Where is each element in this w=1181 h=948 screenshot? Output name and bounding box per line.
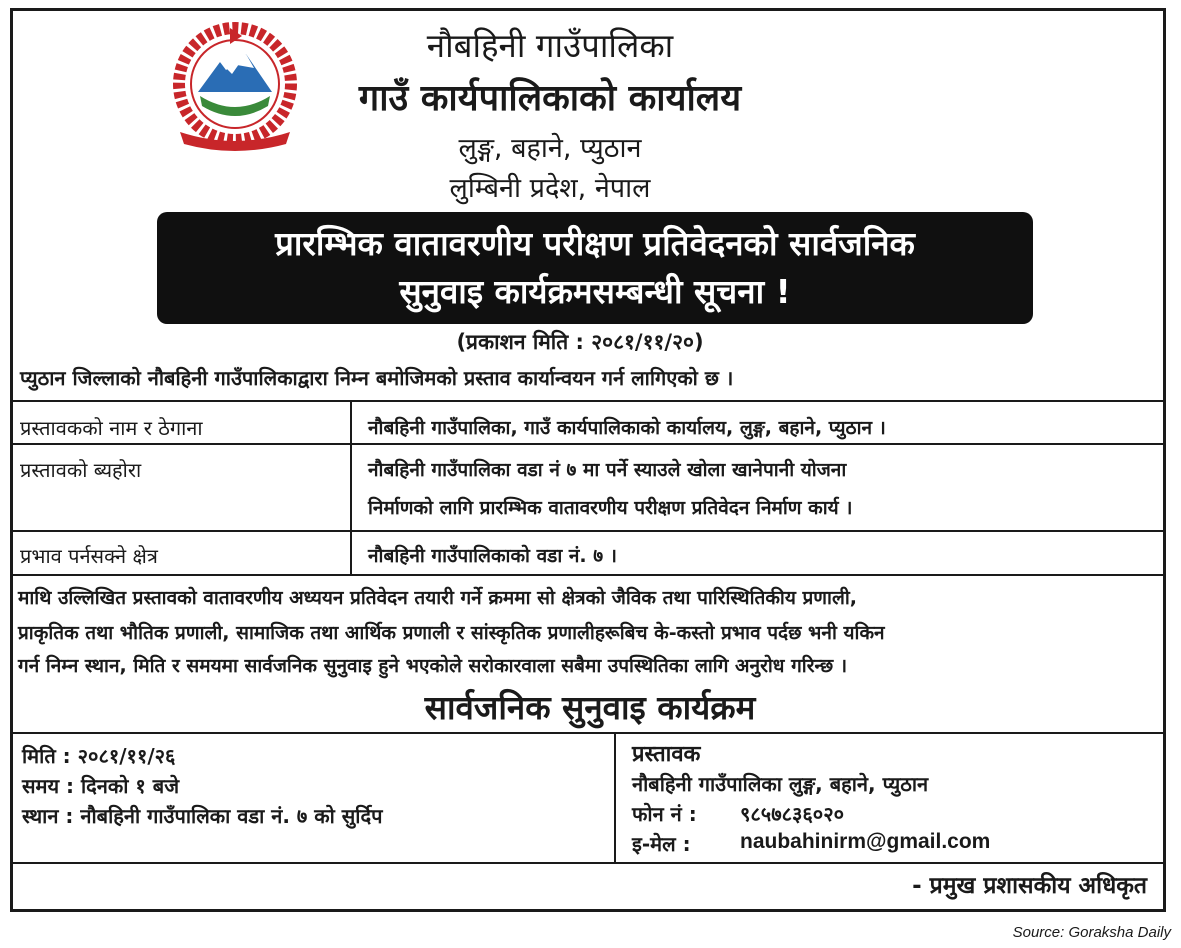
banner-line-1: प्रारम्भिक वातावरणीय परीक्षण प्रतिवेदनको सार्वजनिक	[275, 224, 915, 263]
publication-date: (प्रकाशन मिति : २०८१/११/२०)	[456, 330, 704, 354]
office-address: लुङ्ग, बहाने, प्युठान	[458, 133, 642, 164]
proposal-subject-line: नौबहिनी गाउँपालिका वडा नं ७ मा पर्ने स्याउले खोला खानेपानी योजना	[368, 459, 847, 481]
office-name: गाउँ कार्यपालिकाको कार्यालय	[358, 78, 742, 119]
table-rule	[10, 530, 1166, 532]
table-rule	[10, 443, 1166, 445]
proposer-name: नौबहिनी गाउँपालिका लुङ्ग, बहाने, प्युठान	[632, 772, 929, 796]
municipality-name: नौबहिनी गाउँपालिका	[426, 26, 674, 65]
table-rule	[10, 732, 1166, 734]
proposal-subject-label: प्रस्तावको ब्यहोरा	[20, 458, 142, 482]
signoff: - प्रमुख प्रशासकीय अधिकृत	[912, 873, 1147, 899]
table-rule	[10, 400, 1166, 402]
source-credit: Source: Goraksha Daily	[1012, 924, 1171, 941]
event-time: समय : दिनको १ बजे	[22, 774, 180, 798]
event-place: स्थान : नौबहिनी गाउँपालिका वडा नं. ७ को सुर्दिप	[22, 804, 383, 828]
table-rule	[10, 574, 1166, 576]
email-label: इ-मेल :	[632, 832, 691, 856]
table-rule	[10, 862, 1166, 864]
program-title: सार्वजनिक सुनुवाइ कार्यक्रम	[424, 688, 756, 727]
phone-label: फोन नं :	[632, 802, 697, 826]
proposal-subject-line: निर्माणको लागि प्रारम्भिक वातावरणीय परीक्षण प्रतिवेदन निर्माण कार्य ।	[368, 497, 853, 519]
event-date: मिति : २०८१/११/२६	[22, 744, 176, 768]
intro-text: प्युठान जिल्लाको नौबहिनी गाउँपालिकाद्वारा निम्न बमोजिमको प्रस्ताव कार्यान्वयन गर्न लागिएको छ ।	[20, 366, 734, 390]
email-address[interactable]: naubahinirm@gmail.com	[740, 830, 991, 853]
table-column-divider	[350, 400, 352, 576]
impact-area-label: प्रभाव पर्नसक्ने क्षेत्र	[20, 544, 158, 568]
table-column-divider	[614, 732, 616, 862]
body-paragraph-line: गर्न निम्न स्थान, मिति र समयमा सार्वजनिक सुनुवाइ हुने भएकोले सरोकारवाला सबैमा उपस्थितिका लागि अनुरोध गरिन्छ ।	[18, 655, 848, 677]
impact-area-value: नौबहिनी गाउँपालिकाको वडा नं. ७ ।	[368, 545, 617, 567]
proposer-name-value: नौबहिनी गाउँपालिका, गाउँ कार्यपालिकाको कार्यालय, लुङ्ग, बहाने, प्युठान ।	[368, 417, 886, 439]
proposer-name-label: प्रस्तावकको नाम र ठेगाना	[20, 416, 203, 440]
phone-number: ९८५७८३६०२०	[740, 802, 844, 826]
body-paragraph-line: माथि उल्लिखित प्रस्तावको वातावरणीय अध्ययन प्रतिवेदन तयारी गर्ने क्रममा सो क्षेत्रको जैविक तथा पारिस्थितिकीय प्रणाली,	[18, 587, 857, 609]
body-paragraph-line: प्राकृतिक तथा भौतिक प्रणाली, सामाजिक तथा आर्थिक प्रणाली र सांस्कृतिक प्रणालीहरूबिच के-कस्तो प्रभाव पर्दछ भनी यकिन	[18, 622, 885, 644]
proposer-heading: प्रस्तावक	[632, 742, 701, 767]
province: लुम्बिनी प्रदेश, नेपाल	[449, 173, 651, 204]
banner-line-2: सुनुवाइ कार्यक्रमसम्बन्धी सूचना !	[399, 272, 791, 311]
notice-title-banner	[157, 212, 1033, 324]
